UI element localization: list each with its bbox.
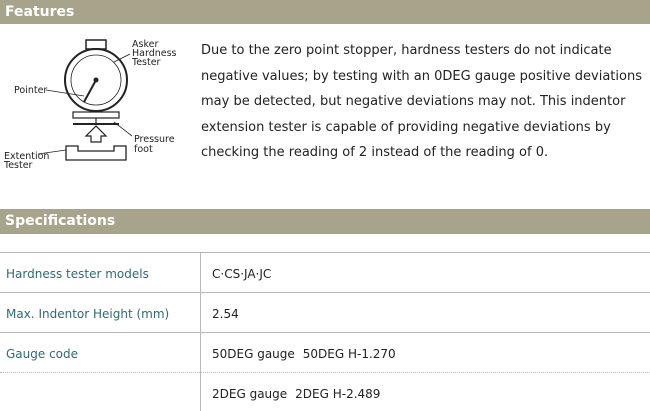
features-heading: Features	[0, 0, 650, 24]
label-asker: Asker	[132, 39, 159, 50]
table-row	[0, 372, 650, 411]
specifications-table	[0, 252, 650, 411]
label-extension: Extention	[4, 151, 50, 162]
hardness-tester-diagram	[0, 32, 195, 182]
table-row	[0, 332, 650, 372]
svg-text:Tester: Tester	[4, 160, 33, 171]
svg-text:foot: foot	[134, 144, 153, 155]
row-label: Max. Indentor Height (mm)	[6, 307, 170, 321]
row-label: Hardness tester models	[6, 267, 149, 281]
gauge-name: 50DEG gauge	[212, 347, 295, 361]
table-row	[0, 292, 650, 332]
extension-tester-block	[66, 146, 126, 160]
table-row	[0, 252, 650, 292]
features-description: Due to the zero point stopper, hardness testers do not indicate negative values; by testing with an 0DEG gauge positive deviations may be detected, but negative deviations may not. This indentor extension tester is capable of providing negative deviations by checking the reading of 2 instead of the reading of 0.	[201, 43, 642, 160]
label-pressure: Pressure	[134, 134, 175, 145]
column-divider	[200, 252, 201, 411]
svg-text:Tester: Tester	[132, 57, 161, 68]
row-value	[212, 387, 380, 401]
gauge-code: 2DEG H-2.489	[295, 387, 381, 401]
row-value	[212, 347, 396, 361]
row-value: C·CS·JA·JC	[212, 267, 272, 281]
row-label: Gauge code	[6, 347, 79, 361]
svg-text:Hardness: Hardness	[132, 48, 177, 59]
label-pointer: Pointer	[14, 85, 48, 96]
up-arrow-icon	[86, 126, 106, 142]
gauge-name: 2DEG gauge	[212, 387, 288, 401]
row-value: 2.54	[212, 307, 239, 321]
gauge-code: 50DEG H-1.270	[302, 347, 396, 361]
specifications-heading: Specifications	[0, 209, 650, 234]
